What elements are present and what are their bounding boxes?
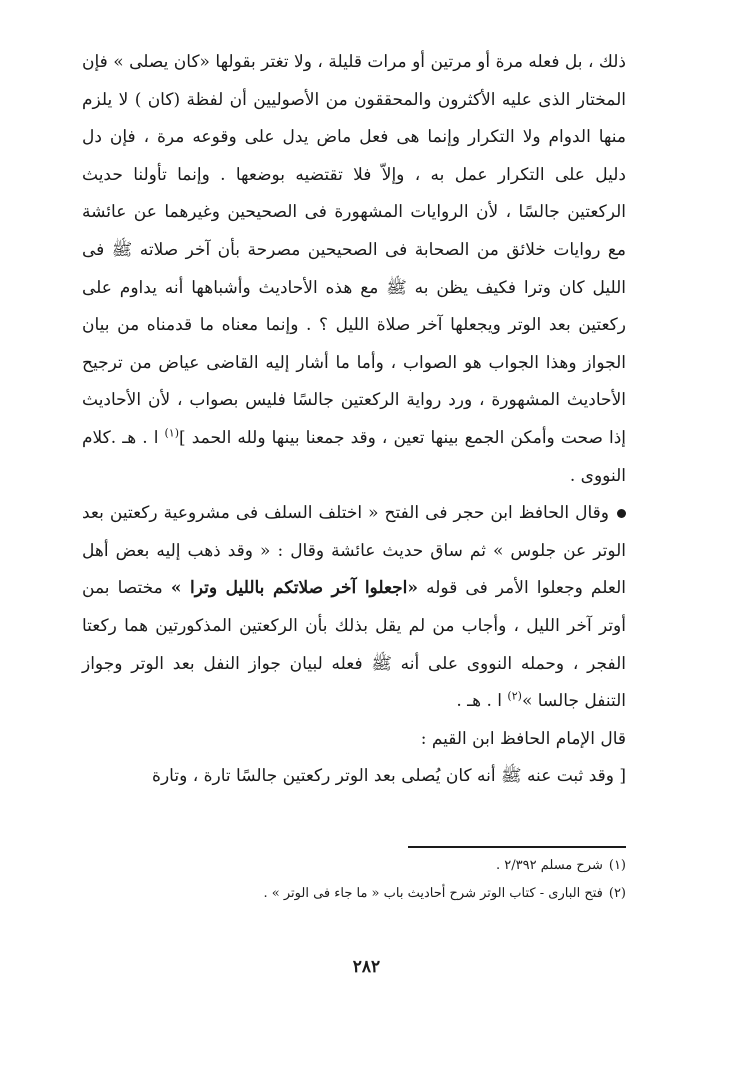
hadith-quote: «اجعلوا آخر صلاتكم بالليل وترا » [170,578,419,599]
footnote-number: (١) [608,858,626,873]
footnote-1 [82,852,626,880]
footnotes [82,852,626,908]
footnote-ref-2[interactable]: (٢) [507,689,522,703]
footnote-number: (٢) [608,886,626,901]
paragraph-text-end: ا . هـ . [456,691,508,712]
footnote-ref-1[interactable]: (١) [164,426,180,440]
paragraph-text-end: ا . هـ .كلام النووى . [82,427,626,486]
footnote-text: شرح مسلم ٢/٣٩٢ . [496,858,603,873]
paragraph-text: قال الإمام الحافظ ابن القيم : [420,728,626,749]
footnote-text: فتح البارى - كتاب الوتر شرح أحاديث باب « ما جاء فى الوتر » . [263,886,603,901]
footnote-divider [408,846,626,848]
paragraph-nawawi-quote [82,44,626,495]
page-number: ٢٨٢ [352,957,381,977]
paragraph-text: [ وقد ثبت عنه ﷺ أنه كان يُصلى بعد الوتر ركعتين جالسًا تارة ، وتارة [152,766,626,787]
paragraph-ibn-hajar [82,495,626,721]
paragraph-ibn-qayyim-quote [82,758,626,796]
bullet-icon [617,509,626,518]
paragraph-text-middle: مختصا بمن أوتر آخر الليل ، وأجاب من لم يقل بذلك بأن الركعتين المذكورتين هما ركعتا الفجر ، وحمله النووى على أنه ﷺ فعله لبيان جواز النفل بعد الوتر وجواز التنفل جالسا » [82,578,626,712]
main-text [82,44,626,796]
paragraph-text: ذلك ، بل فعله مرة أو مرتين أو مرات قليلة ، ولا تغتر بقولها «كان يصلى » فإن المختار الذى عليه الأكثرون والمحققون من الأصوليين أن لفظة (كان ) لا يلزم منها الدوام ولا التكرار وإنما هى فعل ماض يدل على وقوعه مرة ، فإن دل دليل على التكرار عمل به ، وإلاّ فلا تقتضيه بوضعها . وإنما تأولنا حديث الركعتين جالسًا ، لأن الروايات المشهورة فى الصحيحين وغيرهما عن عائشة مع روايات خلائق من الصحابة فى الصحيحين مصرحة بأن آخر صلاته ﷺ فى الليل كان وترا فكيف يظن به ﷺ مع هذه الأحاديث وأشباهها أنه يداوم على ركعتين بعد الوتر ويجعلها آخر صلاة الليل ؟ . وإنما معناه ما قدمناه من بيان الجواز وهذا الجواب هو الصواب ، وأما ما أشار إليه القاضى عياض من ترجيح الأحاديث المشهورة ، ورد رواية الركعتين جالسًا فليس بصواب ، لأن الأحاديث إذا صحت وأمكن الجمع بينها تعين ، وقد جمعنا بينها ولله الحمد ] [82,52,627,448]
paragraph-text: وقال الحافظ ابن حجر فى الفتح « اختلف السلف فى مشروعية ركعتين بعد الوتر عن جلوس » ثم ساق حديث عائشة وقال : « وقد ذهب إليه بعض أهل العلم وجعلوا الأمر فى قوله [82,503,626,599]
footnote-2 [82,880,626,908]
paragraph-ibn-qayyim-heading [82,721,626,759]
